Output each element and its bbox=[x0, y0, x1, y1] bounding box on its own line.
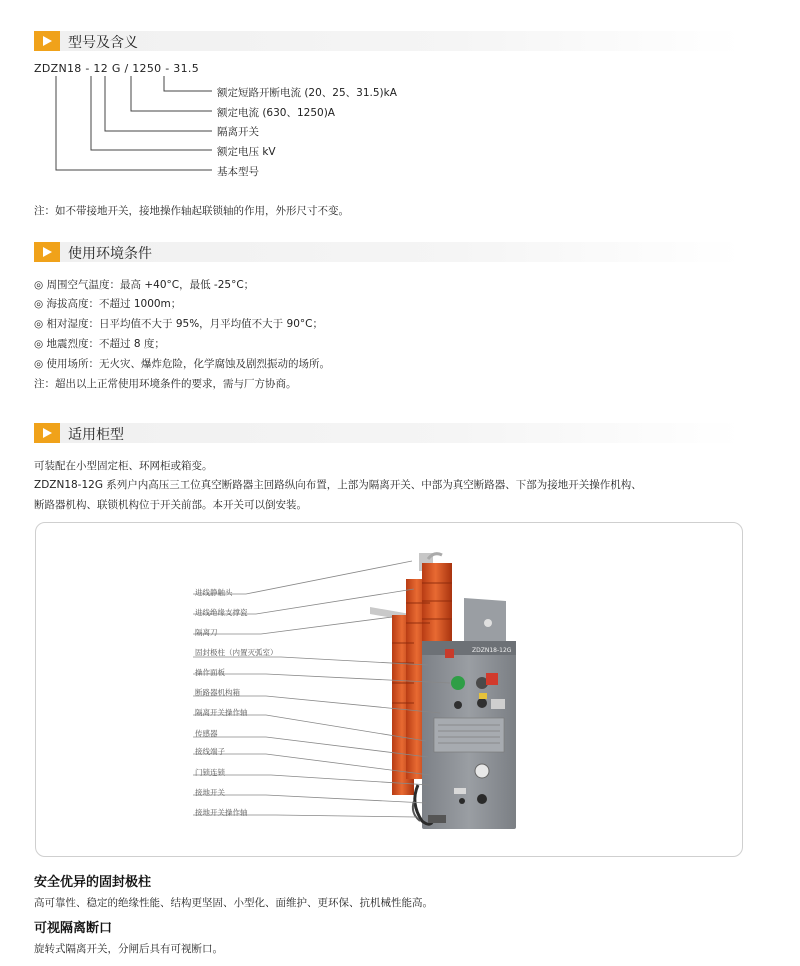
model-legend-lines bbox=[34, 74, 234, 174]
callout-leader-lines bbox=[36, 523, 742, 856]
environment-note: 注：超出以上正常使用环境条件的要求，需与厂方协商。 bbox=[34, 378, 297, 390]
play-arrow-icon bbox=[34, 242, 60, 262]
callout-label: 进线绝缘支撑瓷 bbox=[195, 608, 248, 617]
legend-item: 基本型号 bbox=[217, 166, 259, 178]
model-code: ZDZN18 - 12 G / 1250 - 31.5 bbox=[34, 62, 199, 75]
callout-label: 接线端子 bbox=[195, 747, 225, 756]
callout-label: 接地开关 bbox=[195, 788, 225, 797]
section-header-cabinet bbox=[34, 423, 742, 443]
feature-text: 旋转式隔离开关，分闸后具有可视断口。 bbox=[34, 943, 223, 955]
cabinet-text: ZDZN18-12G 系列户内高压三工位真空断路器主回路纵向布置，上部为隔离开关、中部为真空断路器、下部为接地开关操作机构、 bbox=[34, 479, 642, 491]
environment-item: ◎ 海拔高度：不超过 1000m； bbox=[34, 298, 182, 310]
callout-label: 隔离刀 bbox=[195, 628, 218, 637]
legend-item: 隔离开关 bbox=[217, 126, 259, 138]
environment-item: ◎ 相对湿度：日平均值不大于 95%，月平均值不大于 90°C； bbox=[34, 318, 323, 330]
feature-title: 可视隔离断口 bbox=[34, 921, 113, 936]
cabinet-text: 可装配在小型固定柜、环网柜或箱变。 bbox=[34, 460, 213, 472]
product-photo-frame bbox=[35, 522, 743, 857]
section-header-environment bbox=[34, 242, 742, 262]
legend-item: 额定短路开断电流 (20、25、31.5)kA bbox=[217, 87, 397, 99]
callout-label: 传感器 bbox=[195, 729, 218, 738]
environment-item: ◎ 地震烈度：不超过 8 度； bbox=[34, 338, 165, 350]
callout-label: 固封极柱（内置灭弧室） bbox=[195, 648, 278, 657]
callout-label: 接地开关操作轴 bbox=[195, 808, 248, 817]
section-title: 使用环境条件 bbox=[68, 246, 152, 262]
environment-item: ◎ 周围空气温度：最高 +40°C，最低 -25°C； bbox=[34, 279, 255, 291]
legend-item: 额定电流 (630、1250)A bbox=[217, 107, 335, 119]
legend-item: 额定电压 kV bbox=[217, 146, 276, 158]
cabinet-text: 断路器机构、联锁机构位于开关前部。本开关可以倒安装。 bbox=[34, 499, 307, 511]
callout-label: 门锁连锁 bbox=[195, 768, 225, 777]
callout-label: 进线静触头 bbox=[195, 588, 233, 597]
section-title: 型号及含义 bbox=[68, 35, 138, 51]
play-arrow-icon bbox=[34, 31, 60, 51]
play-arrow-icon bbox=[34, 423, 60, 443]
section-title: 适用柜型 bbox=[68, 427, 124, 443]
callout-label: 断路器机构箱 bbox=[195, 688, 240, 697]
section-header-model bbox=[34, 31, 742, 51]
environment-item: ◎ 使用场所：无火灾、爆炸危险，化学腐蚀及剧烈振动的场所。 bbox=[34, 358, 330, 370]
callout-label: 隔离开关操作轴 bbox=[195, 708, 248, 717]
panel-label: ZDZN18-12G bbox=[472, 647, 512, 654]
model-note: 注：如不带接地开关，接地操作轴起联锁轴的作用，外形尺寸不变。 bbox=[34, 205, 349, 217]
feature-title: 安全优异的固封极柱 bbox=[34, 875, 152, 890]
callout-label: 操作面板 bbox=[195, 668, 225, 677]
feature-text: 高可靠性、稳定的绝缘性能、结构更坚固、小型化、面维护、更环保、抗机械性能高。 bbox=[34, 897, 433, 909]
